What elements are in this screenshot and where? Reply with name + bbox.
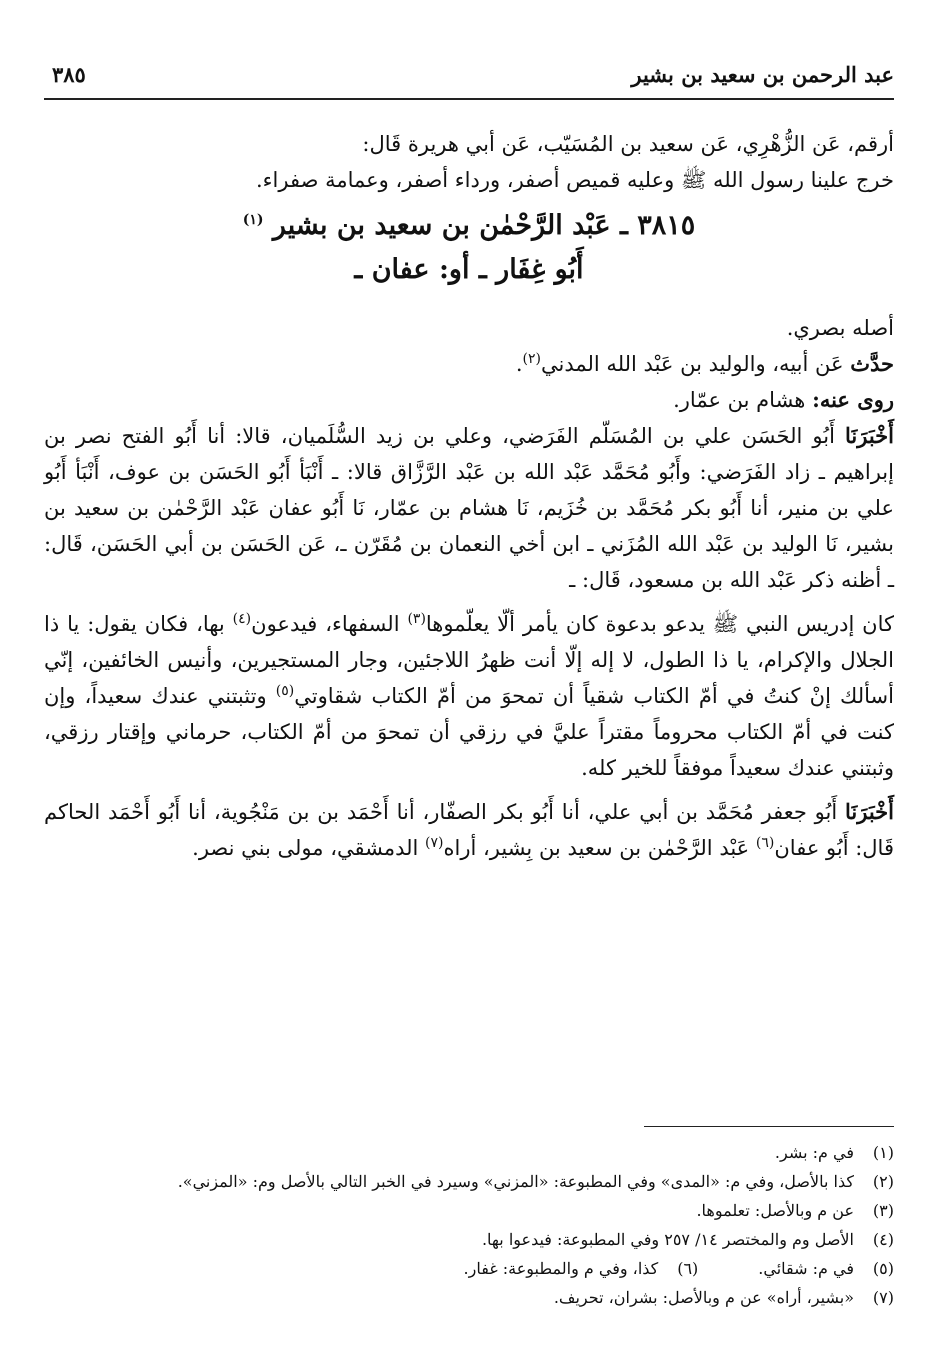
- footnote-number: (٦): [677, 1259, 699, 1278]
- text-line: أرقم، عَن الزُّهْرِي، عَن سعيد بن المُسَيّب، عَن أبي هريرة قَال:: [362, 132, 894, 156]
- footnote-number: (٤): [872, 1230, 894, 1249]
- footnote: [44, 1254, 894, 1283]
- rawa-label: روى عنه:: [812, 387, 894, 412]
- footnote: [44, 1138, 894, 1167]
- footnote-separator: [644, 1126, 894, 1127]
- footnote-ref: (٢): [522, 351, 542, 367]
- entry-kunya: أَبُو غِفَار ـ أو: عفان ـ: [354, 254, 584, 285]
- isnad-text: عَبْد الرَّحْمٰن بن سعيد بن بِشير، أراه: [443, 836, 750, 860]
- footnote-ref: (٥): [275, 683, 295, 699]
- running-title: عبد الرحمن بن سعيد بن بشير: [631, 62, 894, 87]
- entry-title: [44, 204, 894, 248]
- footnote-text: كذا بالأصل، وفي م: «المدى» وفي المطبوعة: «المزني» وسيرد في الخبر التالي بالأصل وم: «المزني».: [177, 1172, 854, 1191]
- isnad-paragraph: [44, 418, 894, 598]
- haddath-text: عَن أبيه، والوليد بن عَبْد الله المدني: [541, 352, 844, 376]
- footnote-number: (٧): [872, 1288, 894, 1307]
- footnotes: [44, 1138, 894, 1312]
- footnote-number: (١): [872, 1143, 894, 1162]
- dua-text: كان إدريس النبي ﷺ يدعو بدعوة كان يأمر ألّا يعلّموها: [425, 612, 894, 636]
- footnote-ref: (٤): [232, 611, 252, 627]
- text-line: خرج علينا رسول الله ﷺ وعليه قميص أصفر، ورداء أصفر، وعمامة صفراء.: [255, 168, 894, 192]
- footnote: [44, 1283, 894, 1312]
- book-page: [44, 56, 894, 1316]
- isnad-text: أَبُو جعفر مُحَمَّد بن أبي علي، أنا أَبُو بكر الصفّار، أنا أَحْمَد بن بن مَنْجُوية، أنا أَبُو أَحْمَد الحاكم قَال: أَبُو عفان: [44, 800, 894, 860]
- footnote-ref: (١): [242, 212, 264, 228]
- dua-text: وتثبتني عندك سعيداً، وإن كنت في أمّ الكتاب محروماً مقتراً عليَّ في رزقي أن تمحوَ من أمّ الكتاب، حرماني وإقتار رزقي، وثبتني عندك سعيداً موفقاً للخير كله.: [44, 684, 894, 780]
- dua-text: السفهاء، فيدعون: [251, 612, 400, 636]
- page-header: [44, 56, 894, 96]
- haddath-line: [44, 346, 894, 382]
- haddath-label: حدَّث: [850, 351, 894, 376]
- rawa-line: [44, 382, 894, 418]
- akhbarana-label: أَخْبَرَنَا: [845, 799, 894, 824]
- footnote-text: في م: شقائي.: [758, 1259, 854, 1278]
- main-text: [44, 126, 894, 874]
- footnote: [44, 1196, 894, 1225]
- footnote-ref: (٣): [407, 611, 426, 627]
- footnote-ref: (٦): [755, 835, 775, 851]
- footnote-number: (٣): [872, 1201, 894, 1220]
- page-number: ٣٨٥: [52, 62, 86, 87]
- footnote-number: (٥): [872, 1259, 894, 1278]
- isnad-paragraph-2: [44, 794, 894, 866]
- origin-line: أصله بصري.: [786, 316, 894, 340]
- haddath-end: .: [515, 352, 523, 376]
- dua-text: بها، فكان يقول: يا ذا الجلال والإكرام، يا ذا الطول، لا إله إلّا أنت ظهرُ اللاجئين، وجار المستجيرين، وأنيس الخائفين، إنّي أسألك إنْ كنتُ في أمّ الكتاب شقياً أن تمحوَ من أمّ الكتاب شقاوتي: [44, 612, 894, 708]
- footnote-text: «بشير، أراه» عن م وبالأصل: بشران، تحريف.: [553, 1288, 854, 1307]
- footnote-number: (٢): [872, 1172, 894, 1191]
- rawa-text: هشام بن عمّار.: [673, 388, 806, 412]
- isnad-text: أَبُو الحَسَن علي بن المُسَلّم الفَرَضي، وعلي بن زيد السُّلَميان، قالا: أنا أَبُو الفتح نصر بن إبراهيم ـ زاد الفَرَضي: وأَبُو مُحَمَّد عَبْد الله بن عَبْد الرَّزَّاق قالا: ـ أَنْبَأ أَبُو الحَسَن بن عوف، أَنْبَأ أَبُو علي بن منير، أنا أَبُو بكر مُحَمَّد بن خُزَيم، نَا هشام بن عمّار، نَا أَبُو عفان عَبْد الرَّحْمٰن بن سعيد بن بشير، نَا الوليد بن عَبْد الله المُزَني ـ ابن أخي النعمان بن مُقَرّن ـ، عَن الحَسَن بن أبي الحَسَن، قَال: ـ أظنه ذكر عَبْد الله بن مسعود، قَال: ـ: [44, 424, 894, 592]
- footnote-text: كذا، وفي م والمطبوعة: غفار.: [463, 1259, 659, 1278]
- header-rule: [44, 98, 894, 100]
- footnote: [44, 1225, 894, 1254]
- footnote-text: في م: بشر.: [774, 1143, 854, 1162]
- footnote-text: الأصل وم والمختصر ١٤/ ٢٥٧ وفي المطبوعة: فيدعوا بها.: [481, 1230, 854, 1249]
- dua-paragraph: [44, 606, 894, 786]
- akhbarana-label: أَخْبَرَنَا: [845, 423, 894, 448]
- footnote-ref: (٧): [425, 835, 444, 851]
- footnote-text: عن م وبالأصل: تعلموها.: [696, 1201, 854, 1220]
- entry-title-text: ٣٨١٥ ـ عَبْد الرَّحْمٰن بن سعيد بن بشير: [272, 210, 696, 241]
- isnad-text: الدمشقي، مولى بني نصر.: [192, 836, 419, 860]
- footnote: [44, 1167, 894, 1196]
